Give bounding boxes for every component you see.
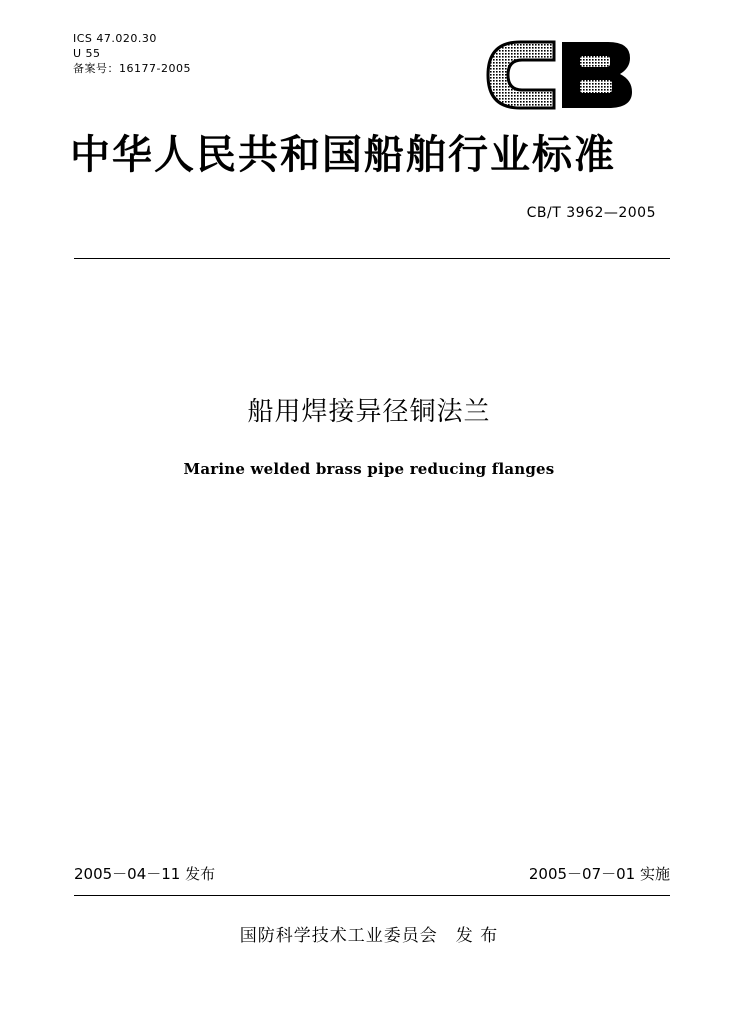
- standard-category-title: 中华人民共和国船舶行业标准: [70, 132, 616, 178]
- ics-code: ICS 47.020.30: [73, 32, 157, 45]
- implementation-date: 2005－07－01 实施: [528, 865, 670, 883]
- document-title-chinese: 船用焊接异径铜法兰: [247, 397, 491, 427]
- standard-number: CB/T 3962—2005: [526, 205, 656, 221]
- classification-code: U 55: [73, 47, 101, 60]
- filing-number: 备案号：16177-2005: [73, 62, 191, 75]
- issue-date: 2005－04－11 发布: [74, 865, 216, 883]
- document-title-english: Marine welded brass pipe reducing flanges: [183, 460, 555, 478]
- document-metadata: [73, 31, 191, 76]
- top-divider: [74, 258, 670, 259]
- cb-logo-icon: [484, 38, 636, 112]
- bottom-divider: [74, 895, 670, 896]
- issuing-authority: 国防科学技术工业委员会 发 布: [239, 926, 499, 946]
